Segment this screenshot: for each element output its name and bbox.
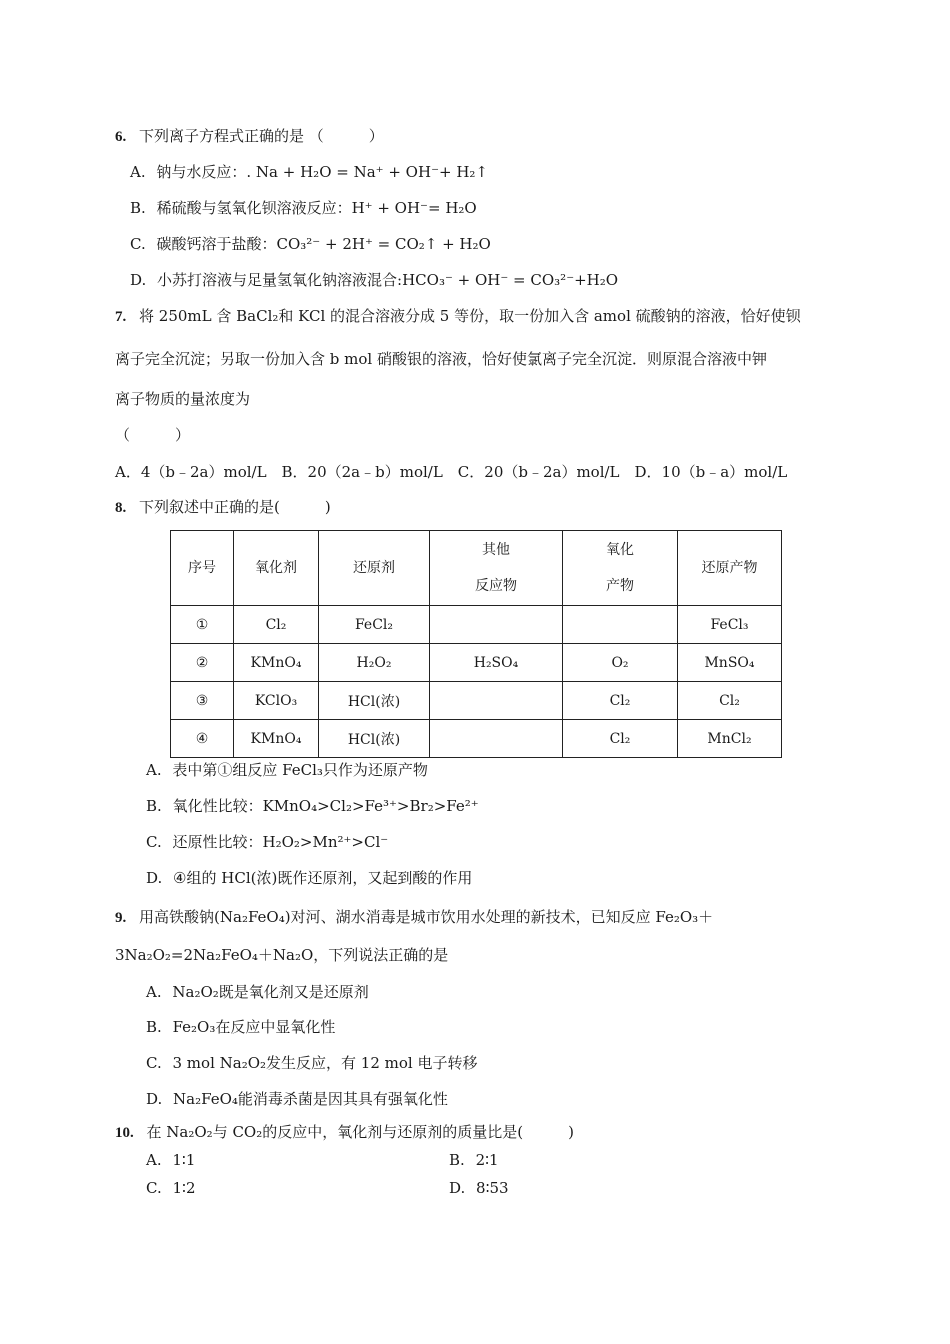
option-text: 1∶1	[172, 1151, 196, 1169]
header-cell: 氧化剂	[234, 531, 319, 606]
option-text: Na₂FeO₄能消毒杀菌是因其具有强氧化性	[173, 1090, 448, 1108]
table-cell: ④	[171, 720, 234, 758]
question-10-option-b[interactable]	[449, 1150, 499, 1170]
table-cell: HCl(浓)	[319, 720, 430, 758]
question-8-option-b[interactable]	[146, 796, 479, 816]
table-cell: Cl₂	[563, 720, 678, 758]
question-9-option-c[interactable]	[146, 1053, 477, 1073]
question-text: 将 250mL 含 BaCl₂和 KCl 的混合溶液分成 5 等份，取一份加入含 amol 硫酸钠的溶液，恰好使钡	[139, 307, 801, 325]
table-row	[171, 682, 782, 720]
option-label: A.	[146, 983, 162, 1001]
table-cell: Cl₂	[234, 606, 319, 644]
question-number: 10.	[115, 1125, 134, 1141]
header-cell: 还原产物	[678, 531, 782, 606]
option-text: Na₂O₂既是氧化剂又是还原剂	[172, 983, 369, 1001]
reaction-table	[170, 530, 782, 758]
table-cell	[430, 720, 563, 758]
table-row	[171, 644, 782, 682]
table-header-row	[171, 531, 782, 606]
question-6-option-a[interactable]	[130, 162, 488, 182]
option-text: ④组的 HCl(浓)既作还原剂，又起到酸的作用	[173, 869, 473, 887]
option-label: D.	[449, 1179, 466, 1197]
option-label: D.	[130, 271, 147, 289]
header-cell: 氧化 产物	[563, 531, 678, 606]
option-label: A.	[130, 163, 146, 181]
question-10-option-c[interactable]	[146, 1178, 196, 1198]
question-text: 下列离子方程式正确的是 （ ）	[139, 127, 384, 145]
table-cell: O₂	[563, 644, 678, 682]
option-label: C.	[130, 235, 146, 253]
option-text: 表中第①组反应 FeCl₃只作为还原产物	[172, 761, 428, 779]
question-7-stem-line-1	[115, 306, 801, 327]
question-7-stem-line-2: 离子完全沉淀；另取一份加入含 b mol 硝酸银的溶液，恰好使氯离子完全沉淀．则原混合溶液中钾	[115, 350, 767, 368]
question-8-option-d[interactable]	[146, 868, 472, 888]
table-row	[171, 606, 782, 644]
option-label: C.	[146, 1054, 162, 1072]
table-cell	[563, 606, 678, 644]
option-label: B.	[130, 199, 146, 217]
table-cell: ②	[171, 644, 234, 682]
table-cell: Cl₂	[678, 682, 782, 720]
option-text: 1∶2	[172, 1179, 196, 1197]
table-cell: MnCl₂	[678, 720, 782, 758]
question-7-answer-bracket: （ ）	[115, 426, 191, 444]
table-cell	[430, 606, 563, 644]
option-label: B.	[146, 797, 162, 815]
option-label: B.	[146, 1018, 162, 1036]
question-number: 7.	[115, 309, 127, 325]
table-cell: H₂SO₄	[430, 644, 563, 682]
option-label: A.	[146, 761, 162, 779]
table-cell: ①	[171, 606, 234, 644]
option-label: C.	[146, 1179, 162, 1197]
table-cell: KClO₃	[234, 682, 319, 720]
question-8-option-c[interactable]	[146, 832, 388, 852]
table-cell: FeCl₂	[319, 606, 430, 644]
option-text: 钠与水反应：. Na + H₂O = Na⁺ + OH⁻+ H₂↑	[156, 163, 488, 181]
question-6-option-c[interactable]	[130, 234, 491, 254]
question-9-stem-line-2: 3Na₂O₂=2Na₂FeO₄＋Na₂O，下列说法正确的是	[115, 946, 449, 964]
question-text: 在 Na₂O₂与 CO₂的反应中，氧化剂与还原剂的质量比是( )	[146, 1123, 574, 1141]
option-label: C.	[146, 833, 162, 851]
option-text: 氧化性比较：KMnO₄>Cl₂>Fe³⁺>Br₂>Fe²⁺	[172, 797, 479, 815]
table-cell: HCl(浓)	[319, 682, 430, 720]
question-9-option-a[interactable]	[146, 982, 369, 1002]
question-10-stem	[115, 1122, 574, 1143]
option-text: Fe₂O₃在反应中显氧化性	[172, 1018, 336, 1036]
table-cell	[430, 682, 563, 720]
option-label: D.	[146, 869, 163, 887]
table-cell: KMnO₄	[234, 720, 319, 758]
table-cell: MnSO₄	[678, 644, 782, 682]
option-text: 3 mol Na₂O₂发生反应，有 12 mol 电子转移	[172, 1054, 478, 1072]
question-8-option-a[interactable]	[146, 760, 428, 780]
question-text: 用高铁酸钠(Na₂FeO₄)对河、湖水消毒是城市饮用水处理的新技术，已知反应 Fe₂O₃＋	[139, 908, 714, 926]
table-cell: Cl₂	[563, 682, 678, 720]
question-7-stem-line-3: 离子物质的量浓度为	[115, 390, 251, 408]
question-6-option-d[interactable]	[130, 270, 618, 290]
question-text: 下列叙述中正确的是( )	[139, 498, 331, 516]
question-9-option-d[interactable]	[146, 1089, 448, 1109]
question-number: 6.	[115, 129, 127, 145]
table-cell: H₂O₂	[319, 644, 430, 682]
question-10-option-d[interactable]	[449, 1178, 509, 1198]
question-9-option-b[interactable]	[146, 1017, 335, 1037]
option-text: 还原性比较：H₂O₂>Mn²⁺>Cl⁻	[172, 833, 389, 851]
table-cell: ③	[171, 682, 234, 720]
option-text: 碳酸钙溶于盐酸：CO₃²⁻ + 2H⁺ = CO₂↑ + H₂O	[156, 235, 491, 253]
question-6-option-b[interactable]	[130, 198, 477, 218]
option-label: B.	[449, 1151, 465, 1169]
option-label: A.	[146, 1151, 162, 1169]
question-number: 8.	[115, 500, 127, 516]
question-9-stem-line-1	[115, 907, 713, 928]
option-text: 稀硫酸与氢氧化钡溶液反应：H⁺ + OH⁻= H₂O	[156, 199, 477, 217]
header-cell: 其他 反应物	[430, 531, 563, 606]
header-cell: 序号	[171, 531, 234, 606]
option-text: 2∶1	[475, 1151, 499, 1169]
question-number: 9.	[115, 910, 127, 926]
option-text: 小苏打溶液与足量氢氧化钠溶液混合:HCO₃⁻ + OH⁻ = CO₃²⁻+H₂O	[157, 271, 619, 289]
question-8-stem	[115, 497, 331, 518]
table-cell: KMnO₄	[234, 644, 319, 682]
question-10-option-a[interactable]	[146, 1150, 195, 1170]
question-6-stem	[115, 126, 384, 147]
table-cell: FeCl₃	[678, 606, 782, 644]
option-text: 8∶53	[476, 1179, 509, 1197]
table-row	[171, 720, 782, 758]
question-7-options[interactable]: A．4（b﹣2a）mol/L B．20（2a﹣b）mol/L C．20（b﹣2a）mol/L D．10（b﹣a）mol/L	[115, 463, 788, 481]
option-label: D.	[146, 1090, 163, 1108]
header-cell: 还原剂	[319, 531, 430, 606]
